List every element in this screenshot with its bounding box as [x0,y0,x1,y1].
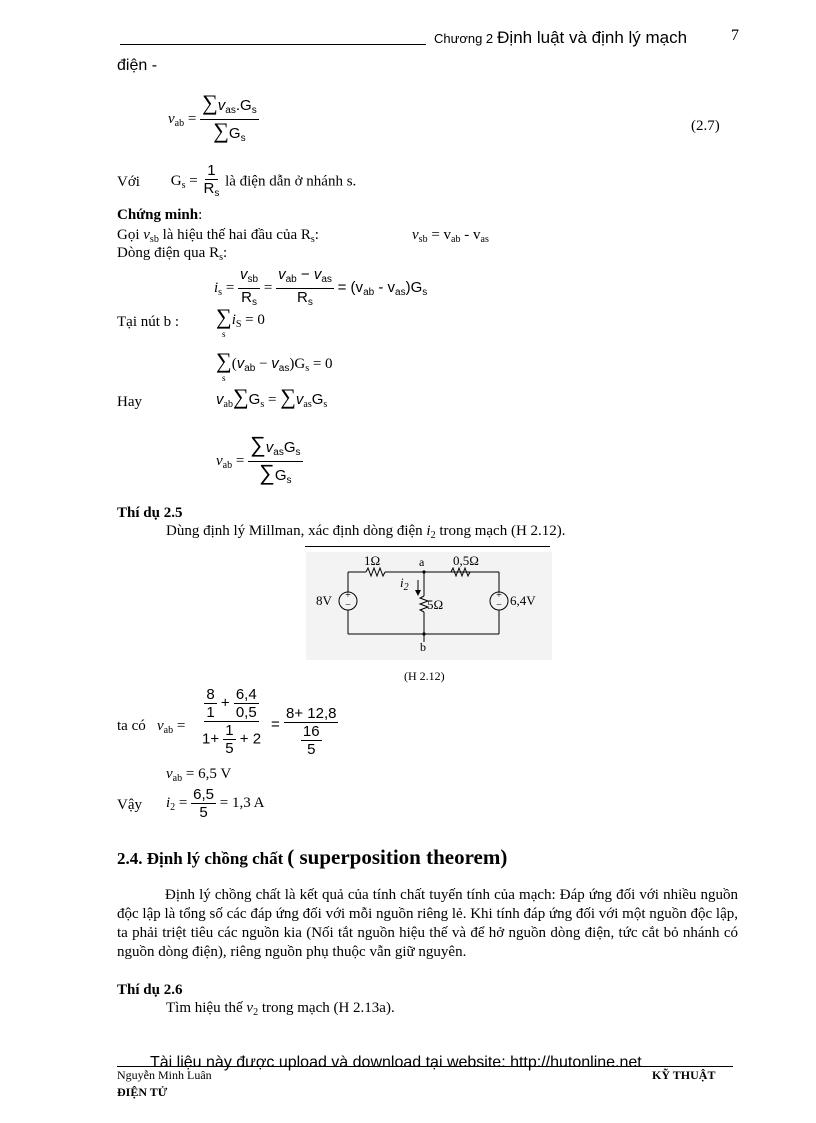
proof-line-1: Gọi $v_{sb}$ là hiệu thế hai đầu của $R_s$: [117,227,319,245]
example-2-5-title: Thí dụ 2.5 [117,505,183,521]
example-2-6-title: Thí dụ 2.6 [117,982,183,998]
vab-right-fraction: $\frac{8+ 12,8}{\frac{16}{5}}$ [286,705,337,758]
svg-text:+: + [345,590,351,601]
proof-line-1-right: $v_{sb} = v_{ab} - v_{as}$ [412,227,489,245]
voi-line: Với $G_s$ = $\frac{1}{R_s}$ là điện dẫn ở nhánh s. [117,162,357,199]
section-2-4-paragraph: Định lý chồng chất là kết quả của tính chất tuyến tính của mạch: Đáp ứng đối với nhiều nguồn độc lập là tổng số các đáp ứng đối với mỗi nguồn riêng lẻ. Khi tính đáp ứng đối với một nguồn độc lập, ta phải triệt tiêu các nguồn kia (Nối tắt nguồn hiệu thế và để hở nguồn dòng điện, tức cắt bỏ nhánh có nguồn dòng điện), riêng nguồn phụ thuộc vẫn giữ nguyên. [117,887,738,960]
circuit-v1-label: 8V [316,593,332,608]
vab-result-formula: $v_{ab}$ = $\frac{\sum v_{as}G_s}{\sum G_s}$ [216,432,301,486]
footer-author: Nguyễn Minh Luân [117,1068,212,1082]
sum-equation: $\sum(v_{ab} - v_{as})G_s = 0$ s [216,348,333,383]
vay-label: Vậy [117,797,142,813]
circuit-figure [306,552,552,660]
node-b-equation: $\sum i_S = 0$ s [216,304,265,339]
circuit-node-a-label: a [419,555,425,569]
circuit-i2-label: $i_2$ [400,575,409,593]
example-2-5-text: Dùng định lý Millman, xác định dòng điện $i_2$ trong mạch (H 2.12). [166,523,566,541]
vab-equals-sign: = [271,716,280,733]
vab-result: $v_{ab} = 6,5$ V [166,766,232,784]
circuit-r2-label: 0,5Ω [453,553,479,568]
header-chapter [434,28,687,48]
top-continuation: điện - [117,57,158,74]
proof-title: Chứng minh: [117,207,203,223]
example-2-6-text: Tìm hiệu thế $v_2$ trong mạch (H 2.13a). [166,1000,395,1018]
footer-right: KỸ THUẬT [652,1068,716,1082]
hay-equation: $v_{ab}\sum G_s = \sum v_{as}G_s$ [216,384,328,410]
circuit-v2-label: 6,4V [510,593,536,608]
header-rule [120,44,426,45]
header-page-number: 7 [731,27,739,44]
figure-rule [305,546,550,547]
svg-text:−: − [345,600,351,611]
footer-upload-text: Tài liệu này được upload và download tại website: http://hutonline.net [150,1054,642,1071]
equation-2-7-label: (2.7) [691,118,720,134]
circuit-r3-label: 5Ω [427,597,444,612]
node-b-label: Tại nút b : [117,314,180,330]
taco-label: ta có $v_{ab}$ = [117,718,186,736]
header-chapter-title: Định luật và định lý mạch [497,28,688,47]
i2-result: $i_2$ = $\frac{6,5}{5}$ = 1,3 A [166,786,265,821]
proof-line-2: Dòng điện qua $R_s$: [117,245,228,263]
circuit-node-b-label: b [420,640,426,654]
svg-text:+: + [496,590,502,601]
section-2-4-title: 2.4. Định lý chồng chất ( superposition theorem) [117,845,508,869]
circuit-r1-label: 1Ω [364,553,381,568]
svg-text:−: − [496,600,502,611]
vab-big-fraction: $\frac{8}{1}$ + $\frac{6,4}{0,5}$ 1+ $\frac{1}{5}$ + 2 [202,686,262,757]
current-is-equation: $i_s$ = $\frac{v_{sb}}{R_s}$ = $\frac{v_{ab} - v_{as}}{R_s}$ = $(v_{ab} - v_{as})G_s$ [214,266,428,308]
footer-bottom-left: ĐIỆN TỬ [117,1085,168,1099]
figure-caption: (H 2.12) [404,669,445,683]
equation-2-7-fraction: $\frac{\sum v_{as}.G_s}{\sum G_s}$ [202,90,257,144]
header-chapter-small: Chương 2 [434,31,494,46]
equation-2-7: $v_{ab}$ = $\frac{\sum v_{as}.G_s}{\sum G_s}$ [168,92,259,147]
hay-label: Hay [117,394,142,410]
